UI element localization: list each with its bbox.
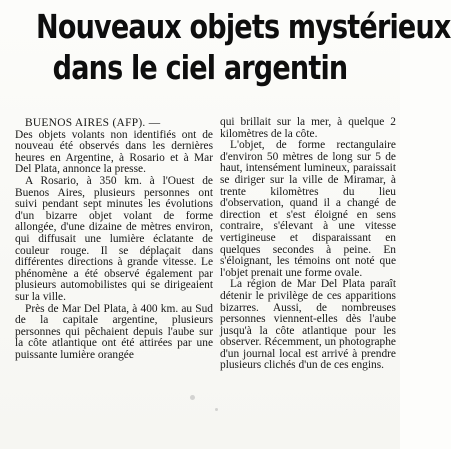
article-paragraph: L'objet, de forme rectangulaire d'environ 50 mètres de long sur 5 de haut, intensément lumineux, paraissait se diriger sur la ville de Miramar, à trente kilomètres du lieu d'observation, quand il a changé de direction et s'est éloigné en sens contraire, s'élevant à une vitesse vertigineuse et disparaissant en quelques secondes à peine. En s'éloignant, les témoins ont noté que l'objet prenait une forme ovale. <box>220 139 396 279</box>
article-paragraph: qui brillait sur la mer, à quelque 2 kilomètres de la côte. <box>220 116 396 140</box>
article-paragraph: La région de Mar Del Plata paraît détenir le privilège de ces apparitions bizarres. Aussi, de nombreuses personnes viennent-elles dès l'aube jusqu'à la côte atlantique pour les observer. Récemment, un photographe d'un journal local est arrivé à prendre plusieurs clichés d'un de ces engins. <box>220 278 396 372</box>
print-speck <box>215 408 218 411</box>
article-column-left <box>15 118 213 361</box>
headline <box>0 6 451 88</box>
article-paragraph <box>15 118 213 130</box>
headline-line-1: Nouveaux objets mystérieux <box>36 7 451 46</box>
article-paragraph: Des objets volants non identifiés ont de nouveau été observés dans les dernières heures en Argentine, à Rosario et à Mar Del Plata, annonce la presse. <box>15 128 213 176</box>
dateline: BUENOS AIRES (AFP). — <box>25 117 161 129</box>
print-speck <box>190 395 195 400</box>
article-paragraph: A Rosario, à 350 km. à l'Ouest de Buenos Aires, plusieurs personnes ont suivi pendant sept minutes les évolutions d'un bizarre objet volant de forme allongée, d'une dizaine de mètres environ, qui diffusait une lumière éclatante de couleur rouge. Il se déplaçait dans différentes directions à grande vitesse. Le phénomène a été observé également par plusieurs automobilistes qui se dirigeaient sur la ville. <box>15 174 213 303</box>
article-column-right <box>220 117 396 372</box>
article-paragraph: Près de Mar Del Plata, à 400 km. au Sud de la capitale argentine, plusieurs personnes qui pêchaient depuis l'aube sur la côte atlantique ont été attirées par une puissante lumière orangée <box>15 302 213 361</box>
headline-line-2: dans le ciel argentin <box>52 48 348 87</box>
